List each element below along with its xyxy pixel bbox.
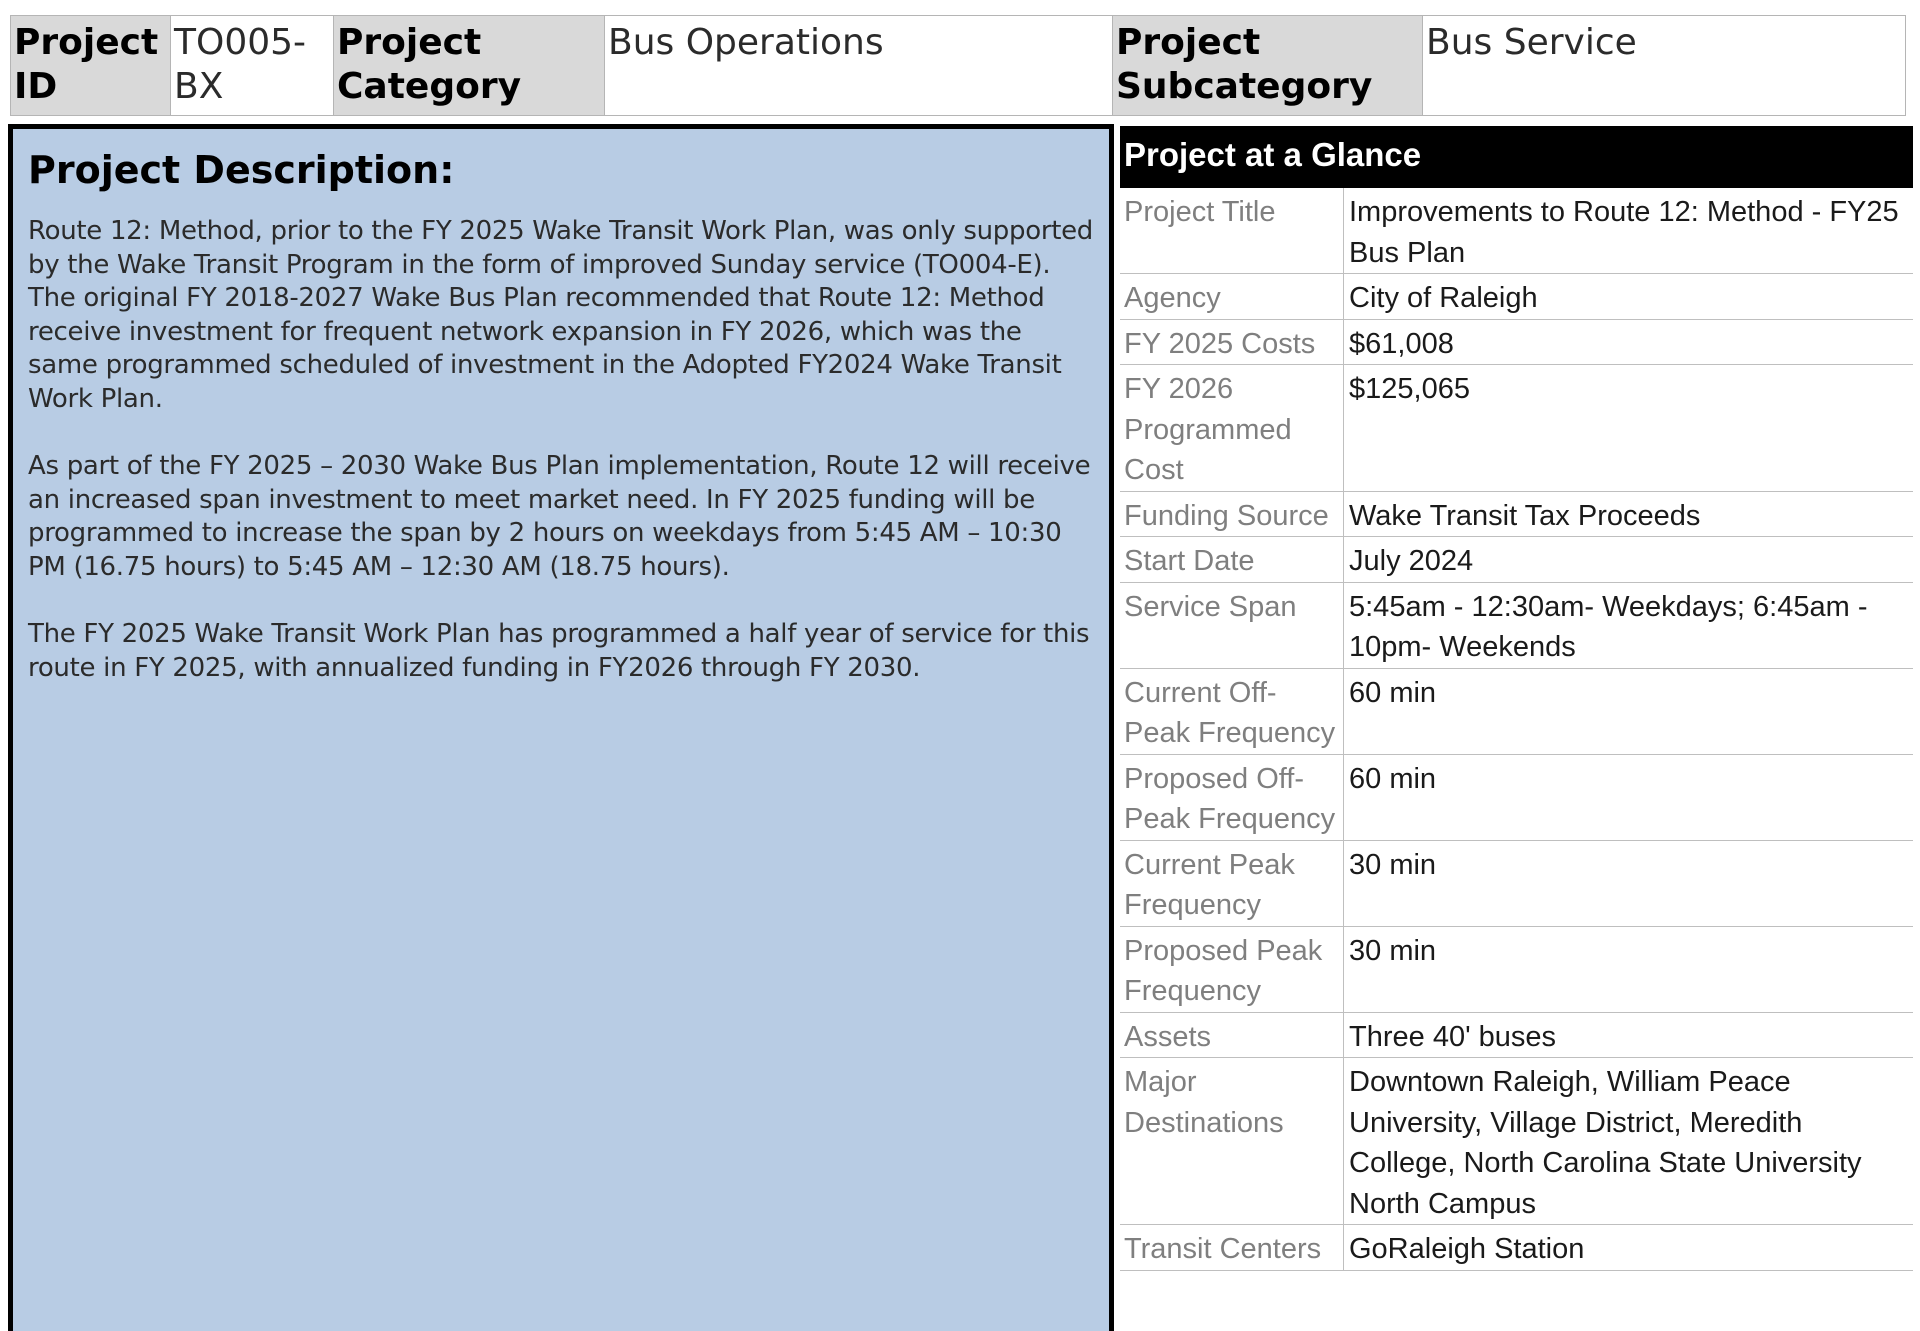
glance-row-fy2026-programmed-cost	[1120, 365, 1913, 492]
project-category-label: Project Category	[334, 16, 605, 115]
glance-row-proposed-off-peak-frequency	[1120, 755, 1913, 841]
glance-value: Downtown Raleigh, William Peace University, Village District, Meredith College, North Carolina State University North Campus	[1349, 1066, 1862, 1220]
glance-row-proposed-peak-frequency	[1120, 927, 1913, 1013]
glance-row-current-off-peak-frequency	[1120, 669, 1913, 755]
glance-value: July 2024	[1349, 545, 1474, 577]
glance-row-major-destinations	[1120, 1058, 1913, 1225]
project-description-panel	[8, 124, 1114, 1331]
glance-value: City of Raleigh	[1349, 282, 1538, 314]
glance-value: 30 min	[1349, 848, 1437, 881]
glance-row-current-peak-frequency	[1120, 841, 1913, 927]
glance-value: 30 min	[1349, 934, 1437, 967]
glance-row-fy2025-costs	[1120, 320, 1913, 366]
project-at-a-glance-table	[1120, 126, 1913, 1271]
project-description-title: Project Description:	[28, 148, 455, 192]
project-id-label: Project ID	[11, 16, 171, 115]
description-paragraph: As part of the FY 2025 – 2030 Wake Bus Plan implementation, Route 12 will receive an increased span investment to meet market need. In FY 2025 funding will be programmed to increase the span by 2 hours on weekdays from 5:45 AM – 10:30 PM (16.75 hours) to 5:45 AM – 12:30 AM (18.75 hours).	[28, 451, 1091, 582]
glance-label: Proposed Peak Frequency	[1120, 927, 1344, 1012]
glance-value: Wake Transit Tax Proceeds	[1349, 499, 1701, 532]
glance-label: Assets	[1120, 1013, 1344, 1058]
project-category-value: Bus Operations	[605, 16, 1113, 115]
glance-label: Proposed Off-Peak Frequency	[1120, 755, 1344, 840]
glance-label: Service Span	[1120, 583, 1344, 668]
glance-label: FY 2025 Costs	[1120, 320, 1344, 365]
description-paragraph: Route 12: Method, prior to the FY 2025 Wake Transit Work Plan, was only supported by the Wake Transit Program in the form of improved Sunday service (TO004-E). The original FY 2018-2027 Wake Bus Plan recommended that Route 12: Method receive investment for frequent network expansion in FY 2026, which was the same programmed scheduled of investment in the Adopted FY2024 Wake Transit Work Plan.	[28, 216, 1093, 414]
project-subcategory-value: Bus Service	[1423, 16, 1905, 115]
glance-row-project-title	[1120, 188, 1913, 274]
glance-value: Three 40' buses	[1349, 1020, 1557, 1053]
project-id-value: TO005-BX	[171, 16, 334, 115]
project-header	[10, 15, 1906, 116]
glance-value: 60 min	[1349, 676, 1437, 709]
glance-row-assets	[1120, 1013, 1913, 1059]
glance-value: $61,008	[1349, 327, 1454, 360]
glance-label: Agency	[1120, 274, 1344, 319]
glance-value: $125,065	[1349, 373, 1470, 405]
glance-row-start-date	[1120, 537, 1913, 583]
glance-row-agency	[1120, 274, 1913, 320]
glance-label: FY 2026 Programmed Cost	[1120, 365, 1344, 491]
glance-title: Project at a Glance	[1120, 126, 1913, 188]
project-subcategory-label: Project Subcategory	[1113, 16, 1423, 115]
glance-label: Start Date	[1120, 537, 1344, 582]
glance-value: 5:45am - 12:30am- Weekdays; 6:45am - 10pm- Weekends	[1349, 590, 1868, 663]
glance-value: GoRaleigh Station	[1349, 1233, 1585, 1265]
glance-row-funding-source	[1120, 492, 1913, 538]
glance-row-transit-centers	[1120, 1225, 1913, 1271]
glance-label: Current Peak Frequency	[1120, 841, 1344, 926]
glance-value: 60 min	[1349, 762, 1437, 795]
glance-row-service-span	[1120, 583, 1913, 669]
glance-value: Improvements to Route 12: Method - FY25 Bus Plan	[1349, 196, 1899, 269]
glance-label: Project Title	[1120, 188, 1344, 273]
description-paragraph: The FY 2025 Wake Transit Work Plan has programmed a half year of service for this route in FY 2025, with annualized funding in FY2026 through FY 2030.	[28, 619, 1090, 683]
glance-label: Transit Centers	[1120, 1225, 1344, 1270]
glance-label: Current Off-Peak Frequency	[1120, 669, 1344, 754]
glance-label: Major Destinations	[1120, 1058, 1344, 1224]
glance-label: Funding Source	[1120, 492, 1344, 537]
